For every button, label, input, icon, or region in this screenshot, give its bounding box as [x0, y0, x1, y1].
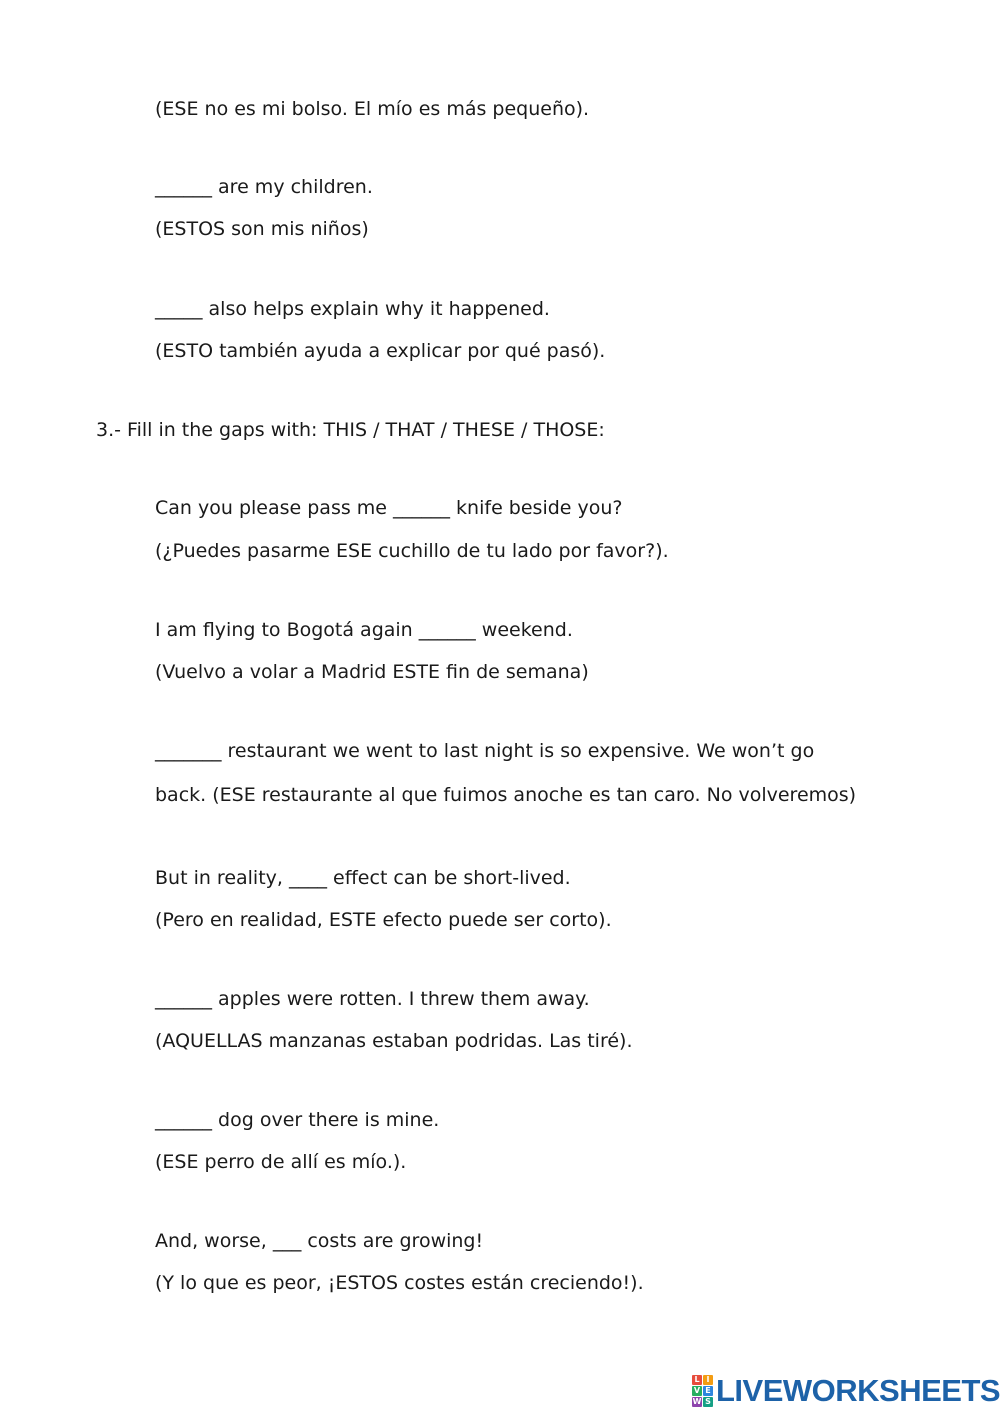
- logo-tile: L: [692, 1375, 702, 1385]
- exercise-sentence: And, worse, ___ costs are growing!: [155, 1230, 484, 1252]
- translation-line: (Vuelvo a volar a Madrid ESTE fin de semana): [155, 661, 589, 683]
- translation-line: (ESTOS son mis niños): [155, 218, 369, 240]
- exercise-sentence: ______ apples were rotten. I threw them away.: [155, 988, 590, 1010]
- exercise-sentence: ______ dog over there is mine.: [155, 1109, 440, 1131]
- exercise-sentence: But in reality, ____ effect can be short-lived.: [155, 867, 571, 889]
- section-heading: 3.- Fill in the gaps with: THIS / THAT / THESE / THOSE:: [96, 419, 605, 441]
- exercise-sentence: Can you please pass me ______ knife beside you?: [155, 497, 623, 519]
- translation-line: (Pero en realidad, ESTE efecto puede ser corto).: [155, 909, 612, 931]
- logo-tile: S: [703, 1397, 713, 1407]
- exercise-sentence: ______ are my children.: [155, 176, 373, 198]
- translation-line: (ESE no es mi bolso. El mío es más pequeño).: [155, 98, 590, 120]
- translation-line: (¿Puedes pasarme ESE cuchillo de tu lado por favor?).: [155, 540, 669, 562]
- logo-tile: E: [703, 1386, 713, 1396]
- exercise-sentence: I am flying to Bogotá again ______ weekend.: [155, 619, 573, 641]
- translation-line: (ESE perro de allí es mío.).: [155, 1151, 407, 1173]
- exercise-sentence: _______ restaurant we went to last night is so expensive. We won’t go: [155, 740, 815, 762]
- logo-wordmark: LIVEWORKSHEETS: [716, 1373, 1000, 1408]
- logo-tile: V: [693, 1386, 701, 1395]
- translation-line: (AQUELLAS manzanas estaban podridas. Las tiré).: [155, 1030, 633, 1052]
- exercise-sentence-continuation: back. (ESE restaurante al que fuimos anoche es tan caro. No volveremos): [155, 784, 857, 806]
- exercise-sentence: _____ also helps explain why it happened.: [155, 298, 550, 320]
- logo-tile: I: [703, 1375, 713, 1385]
- logo-tile: W: [692, 1397, 702, 1406]
- liveworksheets-logo-icon: [692, 1375, 713, 1407]
- liveworksheets-logo: [692, 1373, 1000, 1409]
- translation-line: (Y lo que es peor, ¡ESTOS costes están creciendo!).: [155, 1272, 644, 1294]
- translation-line: (ESTO también ayuda a explicar por qué pasó).: [155, 340, 606, 362]
